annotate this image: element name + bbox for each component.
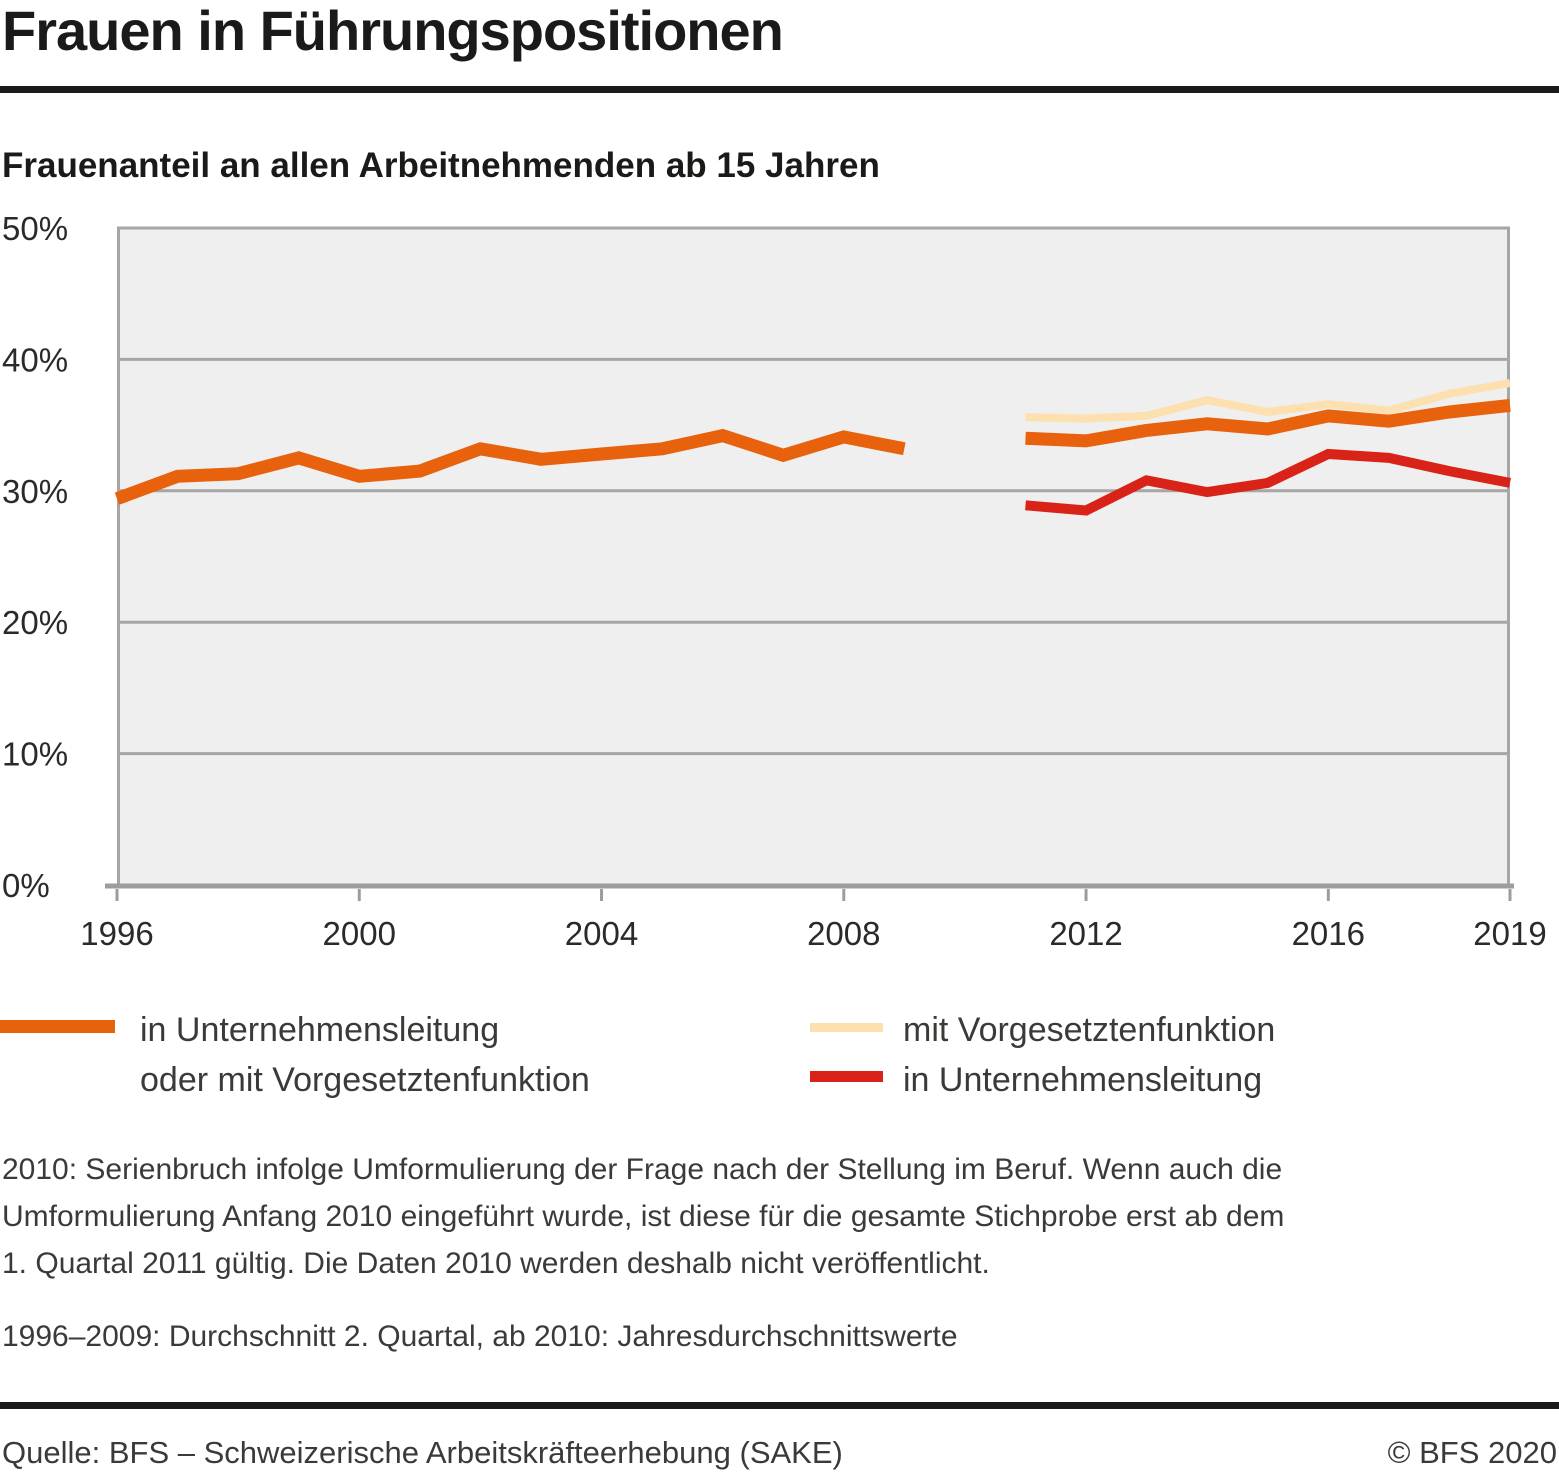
x-axis-label-2008: 2008 (807, 915, 881, 952)
legend-label-in-unternehmensleitung: in Unternehmensleitung (903, 1061, 1263, 1099)
footnote-line: Umformulierung Anfang 2010 eingeführt wurde, ist diese für die gesamte Stichprobe erst ab dem (2, 1200, 1285, 1233)
y-axis-label-30: 30% (2, 472, 69, 510)
line-chart (0, 205, 1559, 960)
legend-swatch-mit-vorgesetztenfunktion (810, 1023, 883, 1032)
y-axis-label-40: 40% (2, 341, 69, 379)
legend-label-unternehmensleitung-oder-vorgesetztenfunktion (140, 1005, 590, 1105)
x-axis-label-2012: 2012 (1049, 915, 1123, 952)
legend-label-mit-vorgesetztenfunktion: mit Vorgesetztenfunktion (903, 1011, 1276, 1049)
legend-swatch-in-unternehmensleitung (810, 1071, 883, 1082)
x-axis-label-2004: 2004 (564, 915, 639, 952)
y-axis-label-0: 0% (2, 867, 50, 904)
footer (2, 1432, 1557, 1474)
chart-legend (0, 1005, 1559, 1105)
legend-label-line1: in Unternehmensleitung (140, 1011, 500, 1049)
footer-divider (0, 1402, 1559, 1409)
footnote-averages: 1996–2009: Durchschnitt 2. Quartal, ab 2010: Jahresdurchschnittswerte (2, 1320, 958, 1353)
copyright-text: © BFS 2020 (1387, 1435, 1557, 1470)
y-axis-label-20: 20% (2, 604, 69, 642)
x-axis-label-2016: 2016 (1291, 915, 1366, 952)
legend-label-line2: oder mit Vorgesetztenfunktion (140, 1061, 590, 1099)
y-axis-label-50: 50% (2, 210, 69, 247)
legend-swatch-unternehmensleitung-oder-vorgesetztenfunktion (0, 1020, 115, 1033)
x-axis-label-1996: 1996 (80, 915, 154, 952)
page-title: Frauen in Führungspositionen (2, 0, 783, 62)
source-text: Quelle: BFS – Schweizerische Arbeitskräfteerhebung (SAKE) (2, 1435, 843, 1470)
chart-subtitle: Frauenanteil an allen Arbeitnehmenden ab 15 Jahren (2, 146, 880, 185)
x-axis-label-2019: 2019 (1473, 915, 1547, 952)
footnote-series-break (2, 1146, 1284, 1287)
title-divider (0, 86, 1559, 93)
footnote-line: 1. Quartal 2011 gültig. Die Daten 2010 werden deshalb nicht veröffentlicht. (2, 1247, 990, 1280)
plot-area (117, 228, 1510, 885)
y-axis-label-10: 10% (2, 735, 69, 773)
footnote-line: 2010: Serienbruch infolge Umformulierung der Frage nach der Stellung im Beruf. Wenn auch die (2, 1153, 1283, 1186)
x-axis-label-2000: 2000 (322, 915, 396, 952)
